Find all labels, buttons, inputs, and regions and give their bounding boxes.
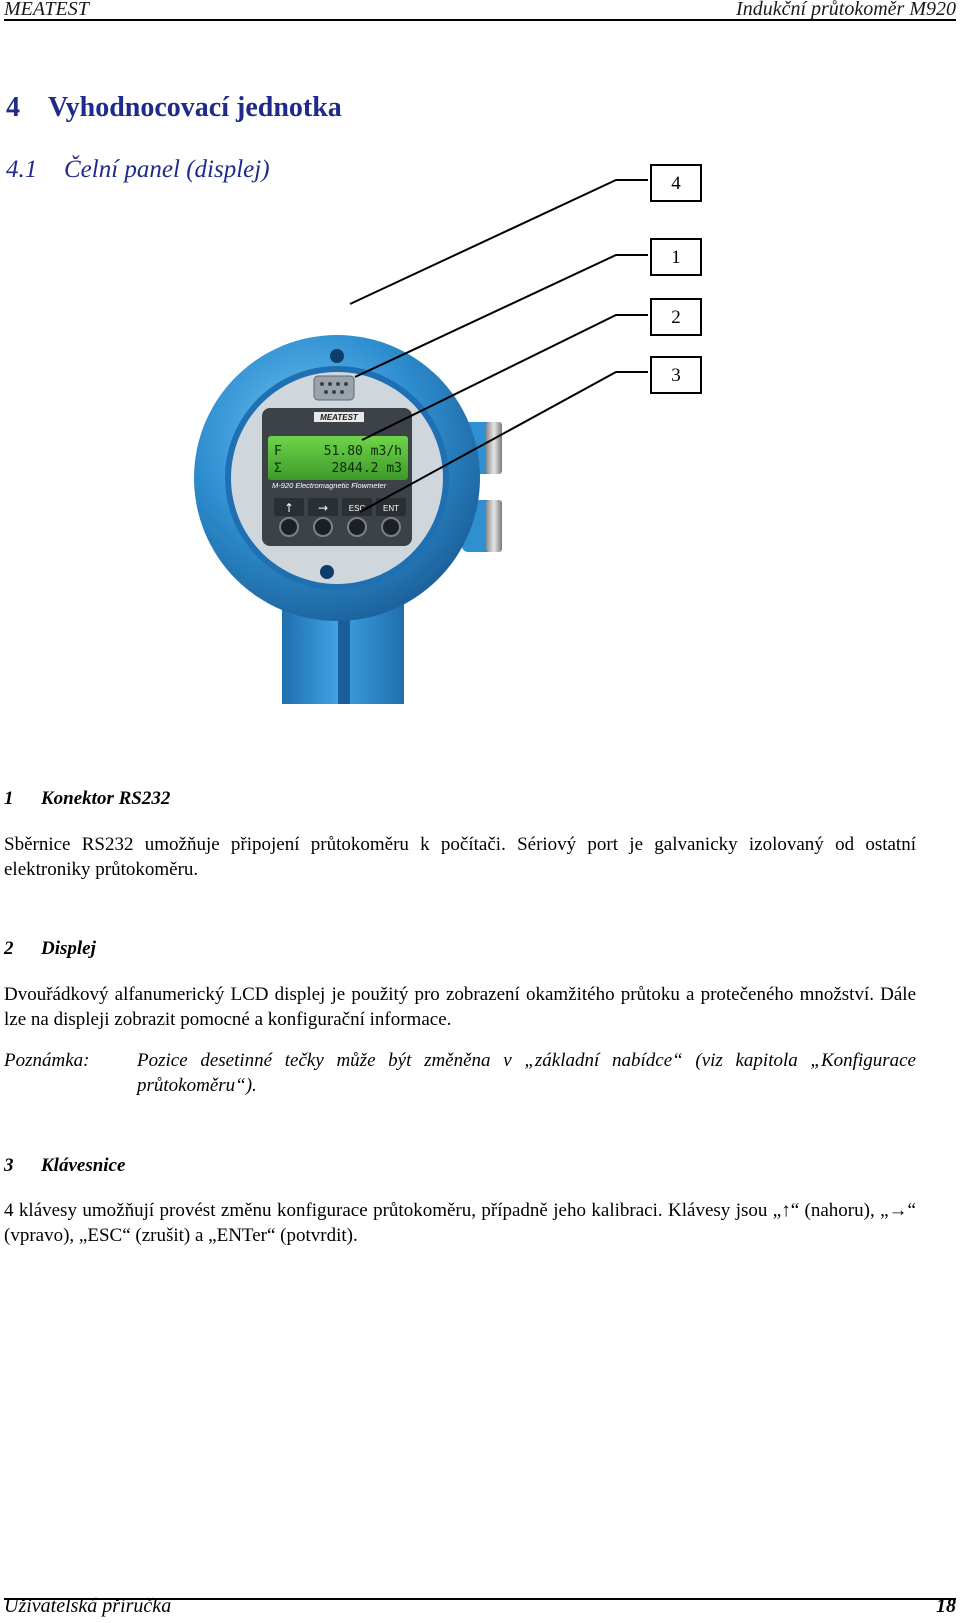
section-1-number: 1 — [4, 788, 14, 809]
section-1-heading — [4, 788, 170, 810]
section-2-number: 2 — [4, 938, 14, 959]
header-left: MEATEST — [4, 0, 89, 20]
leader-line-1 — [355, 255, 648, 377]
section-title: Čelní panel (displej) — [64, 156, 270, 183]
key-ent-label: ENT — [383, 504, 399, 513]
header-right: Indukční průtokoměr M920 — [736, 0, 956, 20]
key-esc-label: ESC — [348, 504, 366, 513]
lcd-line1-label: F — [274, 444, 282, 459]
panel-brand: MEATEST — [320, 413, 358, 422]
panel-model-label: M-920 Electromagnetic Flowmeter — [272, 481, 387, 490]
key-up-label: ↑ — [283, 501, 295, 515]
chapter-number: 4 — [6, 92, 20, 123]
section-3-text: 4 klávesy umožňují provést změnu konfigurace průtokoměru, případně jeho kalibraci. Klávesy jsou „↑“ (nahoru), „→“ (vpravo), „ESC“ (zrušit) a „ENTer“ (potvrdit). — [4, 1200, 916, 1246]
footer-left: Uživatelská příručka — [4, 1595, 172, 1617]
lcd-line2-label: Σ — [274, 461, 282, 476]
callout-leader-lines — [0, 0, 960, 760]
callout-2: 2 — [650, 298, 702, 336]
section-2-heading — [4, 938, 96, 960]
section-1-title: Konektor RS232 — [41, 788, 171, 809]
lcd-line2-value: 2844.2 m3 — [331, 461, 402, 476]
section-3-title: Klávesnice — [41, 1155, 126, 1176]
section-2-note — [4, 1048, 916, 1098]
section-number: 4.1 — [6, 156, 38, 183]
section-3-number: 3 — [4, 1155, 14, 1176]
leader-line-3 — [360, 372, 648, 512]
section-2-text: Dvouřádkový alfanumerický LCD displej je použitý pro zobrazení okamžitého průtoku a protečeného množství. Dále lze na displeji zobrazit pomocné a konfigurační informace. — [4, 984, 916, 1030]
lcd-line1-value: 51.80 m3/h — [323, 444, 402, 459]
note-label: Poznámka: — [4, 1050, 90, 1071]
callout-1: 1 — [650, 238, 702, 276]
callout-4: 4 — [650, 164, 702, 202]
chapter-title: Vyhodnocovací jednotka — [48, 92, 342, 123]
leader-line-4 — [350, 180, 648, 304]
section-1-text: Sběrnice RS232 umožňuje připojení průtokoměru k počítači. Sériový port je galvanicky izolovaný od ostatní elektroniky průtokoměru. — [4, 834, 916, 880]
section-3-heading — [4, 1155, 125, 1177]
key-right-label: → — [317, 501, 329, 515]
callout-3: 3 — [650, 356, 702, 394]
section-2-title: Displej — [41, 938, 96, 959]
page-number: 18 — [936, 1595, 956, 1617]
note-text: Pozice desetinné tečky může být změněna v „základní nabídce“ (viz kapitola „Konfigurace průtokoměru“). — [137, 1050, 916, 1096]
